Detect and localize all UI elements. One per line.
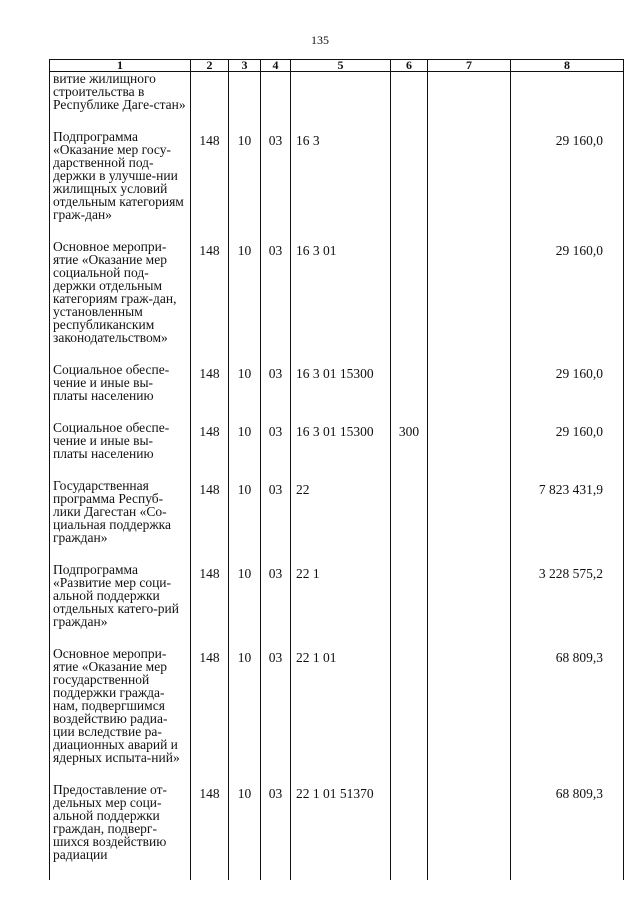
row-col-4 — [261, 72, 291, 131]
row-col-6 — [391, 479, 428, 563]
row-col-3: 10 — [229, 130, 261, 240]
header-row — [50, 60, 624, 72]
row-amount: 3 228 575,2 — [511, 563, 624, 647]
row-col-3: 10 — [229, 783, 261, 880]
row-col-2: 148 — [191, 563, 229, 647]
row-code: 22 1 01 — [291, 647, 391, 783]
row-code: 16 3 01 15300 — [291, 421, 391, 479]
row-col-7 — [428, 783, 511, 880]
row-col-7 — [428, 363, 511, 421]
row-amount: 29 160,0 — [511, 130, 624, 240]
row-name: Подпрограмма «Развитие мер соци-альной поддержки отдельных катего-рий граждан» — [50, 563, 191, 647]
row-col-2: 148 — [191, 240, 229, 363]
row-code: 22 — [291, 479, 391, 563]
row-col-3: 10 — [229, 479, 261, 563]
column-header-1: 1 — [50, 60, 191, 72]
row-amount: 29 160,0 — [511, 421, 624, 479]
row-col-2: 148 — [191, 647, 229, 783]
row-name: Социальное обеспе-чение и иные вы-платы населению — [50, 421, 191, 479]
row-col-3: 10 — [229, 421, 261, 479]
row-code: 22 1 01 51370 — [291, 783, 391, 880]
row-name: Предоставление от-дельных мер соци-альной поддержки граждан, подверг-шихся воздействию радиации — [50, 783, 191, 880]
row-col-6 — [391, 647, 428, 783]
row-col-2: 148 — [191, 783, 229, 880]
budget-table — [49, 59, 624, 880]
row-col-2: 148 — [191, 363, 229, 421]
row-col-3: 10 — [229, 563, 261, 647]
row-name: Основное меропри-ятие «Оказание мер государственной поддержки гражда-нам, подвергшимся воздействию радиа-ции вследствие ра-диационных аварий и ядерных испыта-ний» — [50, 647, 191, 783]
page-number: 135 — [311, 33, 329, 47]
row-code: 16 3 01 — [291, 240, 391, 363]
row-col-7 — [428, 240, 511, 363]
row-col-2 — [191, 72, 229, 131]
row-amount: 68 809,3 — [511, 783, 624, 880]
table-row — [50, 783, 624, 880]
table-row — [50, 240, 624, 363]
table-row — [50, 421, 624, 479]
row-col-6 — [391, 783, 428, 880]
table-row — [50, 647, 624, 783]
row-col-3: 10 — [229, 240, 261, 363]
row-col-3: 10 — [229, 363, 261, 421]
column-header-3: 3 — [229, 60, 261, 72]
row-name: Социальное обеспе-чение и иные вы-платы населению — [50, 363, 191, 421]
column-header-5: 5 — [291, 60, 391, 72]
column-header-8: 8 — [511, 60, 624, 72]
row-col-4: 03 — [261, 421, 291, 479]
row-col-4: 03 — [261, 479, 291, 563]
row-col-6 — [391, 130, 428, 240]
row-name: Основное меропри-ятие «Оказание мер социальной под-держки отдельным категориям граж-дан, установленным республиканским законодательством» — [50, 240, 191, 363]
row-col-6: 300 — [391, 421, 428, 479]
row-col-2: 148 — [191, 421, 229, 479]
row-col-6 — [391, 72, 428, 131]
row-col-2: 148 — [191, 130, 229, 240]
row-col-7 — [428, 72, 511, 131]
row-code — [291, 72, 391, 131]
row-col-7 — [428, 647, 511, 783]
row-col-7 — [428, 563, 511, 647]
row-col-2: 148 — [191, 479, 229, 563]
column-header-6: 6 — [391, 60, 428, 72]
row-name: Государственная программа Респуб-лики Дагестан «Со-циальная поддержка граждан» — [50, 479, 191, 563]
table-body — [50, 72, 624, 881]
column-header-2: 2 — [191, 60, 229, 72]
row-col-7 — [428, 421, 511, 479]
row-name: витие жилищного строительства в Республике Даге-стан» — [50, 72, 191, 131]
row-col-4: 03 — [261, 363, 291, 421]
row-col-4: 03 — [261, 563, 291, 647]
row-col-4: 03 — [261, 240, 291, 363]
row-col-6 — [391, 363, 428, 421]
table-row — [50, 130, 624, 240]
row-col-4: 03 — [261, 130, 291, 240]
row-col-3: 10 — [229, 647, 261, 783]
row-col-6 — [391, 563, 428, 647]
column-header-7: 7 — [428, 60, 511, 72]
row-code: 16 3 01 15300 — [291, 363, 391, 421]
row-code: 16 3 — [291, 130, 391, 240]
row-col-7 — [428, 479, 511, 563]
row-col-4: 03 — [261, 647, 291, 783]
table-row — [50, 563, 624, 647]
row-col-3 — [229, 72, 261, 131]
column-header-4: 4 — [261, 60, 291, 72]
row-col-4: 03 — [261, 783, 291, 880]
row-name: Подпрограмма «Оказание мер госу-дарственной под-держки в улучше-нии жилищных условий отдельным категориям граж-дан» — [50, 130, 191, 240]
row-code: 22 1 — [291, 563, 391, 647]
table-row — [50, 363, 624, 421]
row-col-7 — [428, 130, 511, 240]
table-row — [50, 72, 624, 131]
row-amount: 68 809,3 — [511, 647, 624, 783]
row-amount — [511, 72, 624, 131]
row-amount: 29 160,0 — [511, 240, 624, 363]
row-amount: 7 823 431,9 — [511, 479, 624, 563]
row-col-6 — [391, 240, 428, 363]
row-amount: 29 160,0 — [511, 363, 624, 421]
table-row — [50, 479, 624, 563]
